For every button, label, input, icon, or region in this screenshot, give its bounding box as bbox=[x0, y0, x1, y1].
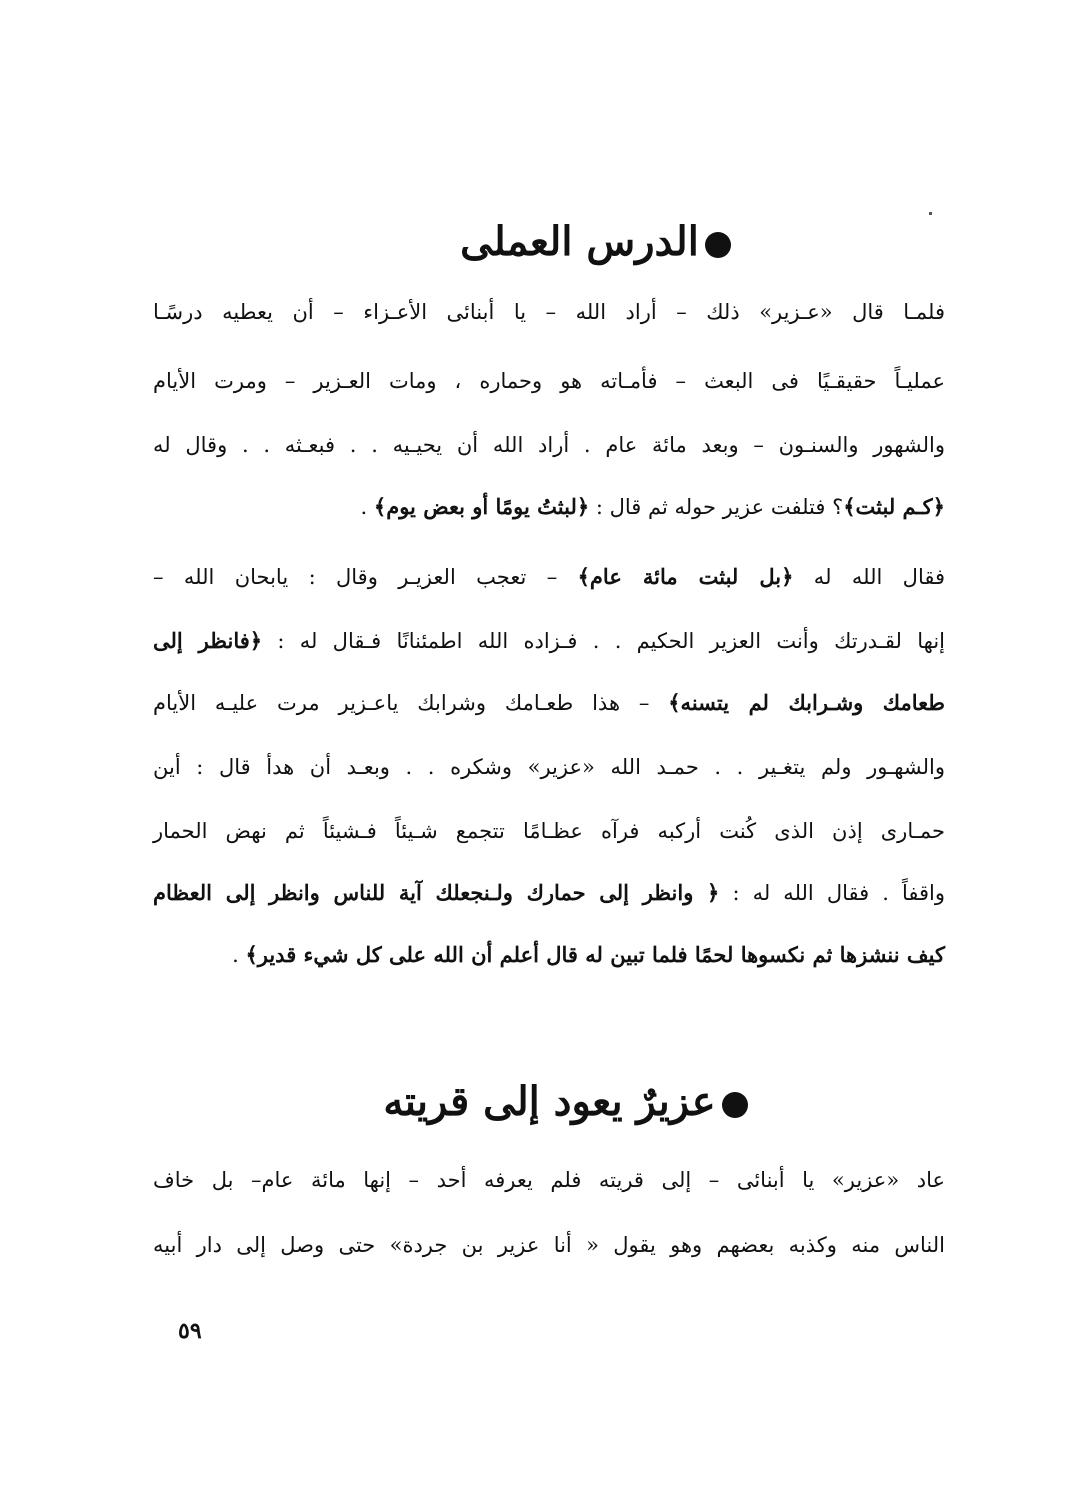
quran-quote: ﴿ وانظر إلى حمارك ولـنجعلك آية للناس وانظر إلى العظام bbox=[153, 880, 720, 905]
text-span: ؟ فتلفت عزير حوله ثم قال : bbox=[589, 495, 844, 519]
text-line bbox=[153, 878, 945, 908]
text-span: إنها لقـدرتك وأنت العزير الحكيم . . فـزاده الله اطمئنانًا فـقال له : bbox=[262, 629, 945, 653]
text-line: والشهور والسنـون – وبعد مائة عام . أراد الله أن يحيـيه . . فبعـثه . . وقال له bbox=[153, 433, 945, 457]
text-line bbox=[153, 940, 945, 970]
bullet-dot-icon bbox=[722, 1092, 748, 1118]
text-span: . bbox=[360, 495, 374, 519]
quran-quote: ﴿بل لبثت مائة عام﴾ bbox=[577, 564, 794, 589]
quran-quote: ﴿كـم لبثت﴾ bbox=[843, 494, 945, 519]
section-heading-uzair-returns bbox=[0, 1078, 1071, 1125]
heading-text: الدرس العملى bbox=[460, 218, 699, 265]
quran-quote: طعامك وشـرابك لم يتسنه﴾ bbox=[668, 690, 945, 715]
text-line bbox=[153, 626, 945, 656]
quran-quote: ﴿فانظر إلى bbox=[153, 628, 263, 653]
quran-quote: كيف ننشزها ثم نكسوها لحمًا فلما تبين له قال أعلم أن الله على كل شيء قدير﴾ bbox=[245, 942, 945, 967]
text-span: فقال الله له bbox=[793, 565, 945, 589]
text-line: الناس منه وكذبه بعضهم وهو يقول « أنا عزير بن جردة» حتى وصل إلى دار أبيه bbox=[153, 1233, 945, 1257]
text-span: – تعجب العزيـر وقال : يابحان الله – bbox=[153, 565, 578, 589]
text-span: . bbox=[232, 943, 246, 967]
text-line bbox=[153, 688, 945, 718]
text-line bbox=[153, 562, 945, 592]
section-heading-practical-lesson bbox=[0, 218, 1071, 265]
text-line: عمليـاً حقيقـيًا فى البعث – فأمـاته هو وحماره ، ومات العـزير – ومرت الأيام bbox=[153, 369, 945, 393]
text-span: – هذا طعـامك وشرابك ياعـزير مرت عليـه الأيام bbox=[153, 691, 669, 715]
text-line: عاد «عزير» يا أبنائى – إلى قريته فلم يعرفه أحد – إنها مائة عام– بل خاف bbox=[153, 1168, 945, 1192]
bullet-dot-icon bbox=[705, 232, 731, 258]
heading-text: عزيرٌ يعود إلى قريته bbox=[383, 1078, 716, 1125]
text-line: فلمـا قال «عـزير» ذلك – أراد الله – يا أبنائى الأعـزاء – أن يعطيه درسًـا bbox=[153, 300, 945, 324]
text-line: والشهـور ولم يتغـير . . حمـد الله «عزير» وشكره . . وبعـد أن هدأ قال : أين bbox=[153, 755, 945, 779]
text-line bbox=[153, 492, 945, 522]
text-span: واقفاً . فقال الله له : bbox=[719, 881, 945, 905]
page-number: ٥٩ bbox=[178, 1318, 202, 1344]
text-line: حمـارى إذن الذى كُنت أركبه فرآه عظـامًا تتجمع شـيئاً فـشيئاً ثم نهض الحمار bbox=[153, 819, 945, 843]
scan-speck bbox=[929, 212, 932, 215]
quran-quote: ﴿لبثتُ يومًا أو بعض يوم﴾ bbox=[373, 494, 590, 519]
